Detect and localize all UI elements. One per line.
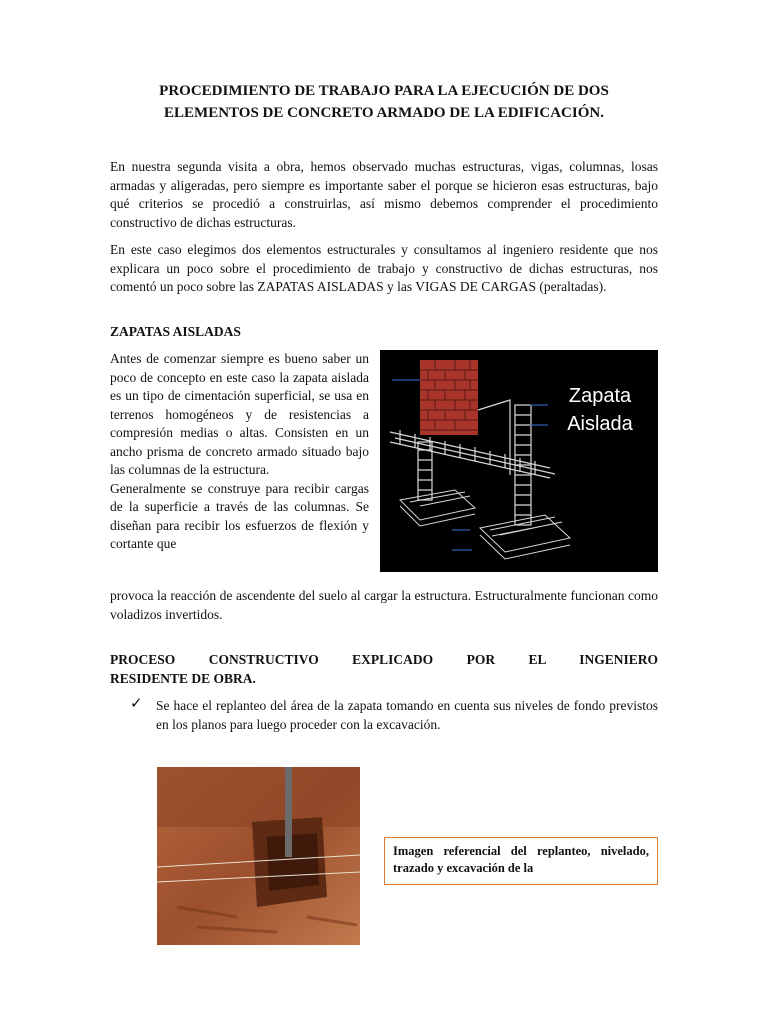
zapatas-definition: Antes de comenzar siempre es bueno saber un poco de concepto en este caso la zapata aislada es un tipo de cimentación superficial, se usa en terrenos homogéneos y de resistencias a compresión medias o altas. Consisten en un ancho prisma de concreto armado situado bajo las columnas de la estructura. — [110, 351, 369, 477]
proceso-heading-line-1: PROCESO CONSTRUCTIVO EXPLICADO POR EL INGENIERO — [110, 652, 658, 667]
zapata-aislada-illustration — [380, 350, 658, 572]
zapatas-heading: ZAPATAS AISLADAS — [110, 324, 241, 339]
figure-label-line-2: Aislada — [567, 413, 633, 435]
excavation-illustration — [157, 767, 360, 945]
figure-label-line-1: Zapata — [568, 385, 632, 407]
brick-wall — [420, 360, 478, 435]
figure-caption: Imagen referencial del replanteo, nivelado, trazado y excavación de la — [384, 837, 658, 885]
intro-paragraph: En nuestra segunda visita a obra, hemos observado muchas estructuras, vigas, columnas, losas armadas y aligeradas, pero siempre es importante saber el porque se hicieron esas estructuras, bajo qué criterios se procedió a construirlas, así mismo debemos comprender el procedimiento constructivo de dichas estructuras. — [110, 159, 658, 230]
proceso-heading-line-2: RESIDENTE DE OBRA. — [110, 671, 256, 686]
selection-paragraph: En este caso elegimos dos elementos estructurales y consultamos al ingeniero residente que nos explicara un poco sobre el procedimiento de trabajo y constructivo de dichas estructuras, nos comentó un poco sobre las ZAPATAS AISLADAS y las VIGAS DE CARGAS (peraltadas). — [110, 242, 658, 294]
zapatas-continuation: provoca la reacción de ascendente del suelo al cargar la estructura. Estructuralmente funcionan como voladizos invertidos. — [110, 588, 658, 622]
excavation-photo — [157, 767, 360, 945]
zapatas-description — [110, 350, 369, 554]
title-line-1: PROCEDIMIENTO DE TRABAJO PARA LA EJECUCIÓN DE DOS — [159, 83, 609, 99]
zapata-diagram — [380, 350, 658, 572]
checkmark-icon: ✓ — [130, 696, 143, 712]
document-title — [100, 80, 668, 124]
bullet-replanteo: Se hace el replanteo del área de la zapata tomando en cuenta sus niveles de fondo previstos en los planos para luego proceder con la excavación. — [156, 698, 658, 732]
title-line-2: ELEMENTOS DE CONCRETO ARMADO DE LA EDIFICACIÓN. — [164, 105, 604, 121]
zapatas-function: Generalmente se construye para recibir cargas de la superficie a través de las columnas. Se diseñan para recibir los esfuerzos de flexión y cortante que — [110, 480, 369, 551]
